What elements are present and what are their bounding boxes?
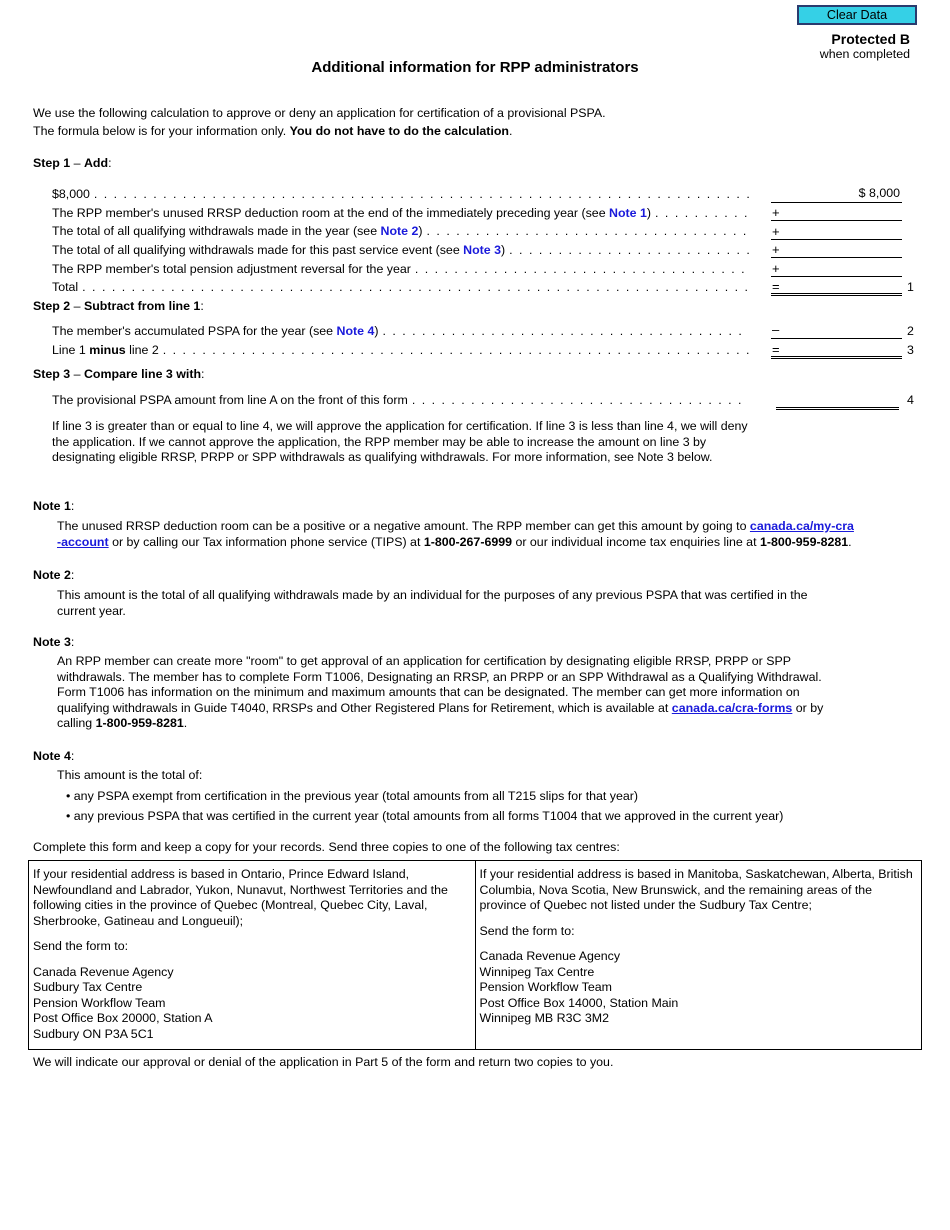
note4-intro: This amount is the total of:	[57, 768, 203, 782]
winnipeg-column	[475, 861, 922, 1049]
note3-heading: Note 3:	[33, 635, 75, 649]
step2-row-accumulated-pspa: The member's accumulated PSPA for the year (see Note 4) . . .	[52, 324, 749, 340]
equals-sign: =	[772, 279, 780, 294]
plus-sign: +	[772, 242, 780, 257]
plus-sign: +	[772, 205, 780, 220]
send-instructions: Complete this form and keep a copy for your records. Send three copies to one of the following tax centres:	[33, 840, 620, 854]
sudbury-column	[29, 861, 475, 1049]
step1-row-total: Total . . .	[52, 280, 749, 296]
step1-row-unused-room: The RPP member's unused RRSP deduction room at the end of the immediately preceding year (see Note 1) . . .	[52, 206, 749, 222]
list-item: • any PSPA exempt from certification in the previous year (total amounts from all T215 slips for that year)	[66, 789, 639, 803]
line-number-1: 1	[907, 280, 914, 294]
winnipeg-condition: If your residential address is based in Manitoba, Saskatchewan, Alberta, British Columbia, Nova Scotia, New Brunswick, and the remaining areas of the province of Quebec not listed under the Sudbury Tax Centre;	[479, 867, 913, 912]
protected-b: Protected B	[831, 31, 910, 47]
step1-row-par: The RPP member's total pension adjustment reversal for the year . . .	[52, 262, 749, 278]
note4-heading: Note 4:	[33, 749, 75, 763]
note2-body: This amount is the total of all qualifying withdrawals made by an individual for the purposes of any previous PSPA that was certified in the current year.	[57, 588, 808, 618]
plus-sign: +	[772, 261, 780, 276]
note1-body: The unused RRSP deduction room can be a positive or a negative amount. The RPP member can get this amount by going to canada.ca/my-cra -account or by calling our Tax information phone service (TIPS) at 1-800-267-6999 or our individual income tax enquiries line at 1-800-959-8281.	[57, 519, 854, 549]
winnipeg-address: Canada Revenue Agency Winnipeg Tax Centre Pension Workflow Team Post Office Box 14000, Station Main Winnipeg MB R3C 3M2	[479, 949, 679, 1026]
intro	[33, 104, 606, 140]
line-number-3: 3	[907, 343, 914, 357]
my-cra-account-link[interactable]: canada.ca/my-cra	[749, 519, 854, 533]
line-3-field[interactable]	[771, 339, 902, 359]
step3-heading: Step 3 – Compare line 3 with:	[33, 367, 205, 381]
amount-8000-field: $ 8,000	[771, 185, 902, 203]
winnipeg-send-to: Send the form to:	[479, 923, 575, 938]
when-completed: when completed	[819, 47, 910, 61]
approval-footer: We will indicate our approval or denial of the application in Part 5 of the form and return two copies to you.	[33, 1055, 614, 1069]
step2-heading: Step 2 – Subtract from line 1:	[33, 299, 204, 313]
sudbury-condition: If your residential address is based in Ontario, Prince Edward Island, Newfoundland and Labrador, Yukon, Nunavut, Northwest Territories and the following cities in the province of Quebec (Montreal, Quebec City, Laval, Sherbrooke, Gatineau and Longueuil);	[33, 867, 448, 928]
minus-sign: –	[772, 322, 780, 337]
cra-forms-link[interactable]: canada.ca/cra-forms	[671, 700, 793, 715]
withdrawals-year-field[interactable]	[771, 222, 902, 240]
step1-row-withdrawals-past-service: The total of all qualifying withdrawals made for this past service event (see Note 3) . . .	[52, 243, 749, 259]
total-line-1-field[interactable]	[771, 276, 902, 296]
equals-sign: =	[772, 342, 780, 357]
provisional-pspa-field[interactable]	[776, 390, 899, 410]
line-number-2: 2	[907, 324, 914, 338]
note1-heading: Note 1:	[33, 499, 75, 513]
step2-row-line1-minus-line2: Line 1 minus line 2 . . .	[52, 343, 749, 359]
plus-sign: +	[772, 224, 780, 239]
tax-centre-table	[28, 860, 922, 1050]
line-number-4: 4	[907, 393, 914, 407]
pension-adjustment-reversal-field[interactable]	[771, 259, 902, 277]
note2-heading: Note 2:	[33, 568, 75, 582]
protected-label	[820, 32, 910, 61]
clear-data-button[interactable]: Clear Data	[797, 5, 917, 25]
sudbury-send-to: Send the form to:	[33, 939, 129, 953]
step3-row-provisional-pspa: The provisional PSPA amount from line A on the front of this form . . .	[52, 393, 749, 409]
unused-room-field[interactable]	[771, 203, 902, 221]
page-title: Additional information for RPP administrators	[311, 59, 639, 76]
step1-heading: Step 1 – Add:	[33, 156, 112, 170]
intro-line-2: The formula below is for your information only. You do not have to do the calculation.	[33, 124, 513, 138]
note3-body: An RPP member can create more "room" to get approval of an application for certification by designating eligible RRSP, PRPP or SPP withdrawals. The member has to complete Form T1006, Designating an RRSP, an PRPP or an SPP Withdrawal as a Qualifying Withdrawal. Form T1006 has information on the minimum and maximum amounts that can be designated. The member can get more information on qualifying withdrawals in Guide T4040, RRSPs and Other Registered Plans for Retirement, which is available at canada.ca/cra-forms or by calling 1-800-959-8281.	[57, 654, 824, 730]
step3-explanation: If line 3 is greater than or equal to line 4, we will approve the application for certification. If line 3 is less than line 4, we will deny the application. If we cannot approve the application, the RPP member may be able to increase the amount on line 3 by designating eligible RRSP, PRPP or SPP withdrawals as qualifying withdrawals. For more information, see Note 3 below.	[52, 419, 748, 464]
step1-row-8000: $8,000 . . .	[52, 187, 749, 203]
accumulated-pspa-field[interactable]	[771, 321, 902, 339]
my-cra-account-link[interactable]: -account	[57, 534, 109, 549]
intro-line-1: We use the following calculation to approve or deny an application for certification of a provisional PSPA.	[33, 106, 606, 120]
withdrawals-past-service-field[interactable]	[771, 240, 902, 258]
step1-row-withdrawals-year: The total of all qualifying withdrawals made in the year (see Note 2) . . .	[52, 224, 749, 240]
list-item: • any previous PSPA that was certified in the current year (total amounts from all forms T1004 that we approved in the current year)	[66, 809, 784, 823]
sudbury-address: Canada Revenue Agency Sudbury Tax Centre Pension Workflow Team Post Office Box 20000, Station A Sudbury ON P3A 5C1	[33, 964, 213, 1041]
